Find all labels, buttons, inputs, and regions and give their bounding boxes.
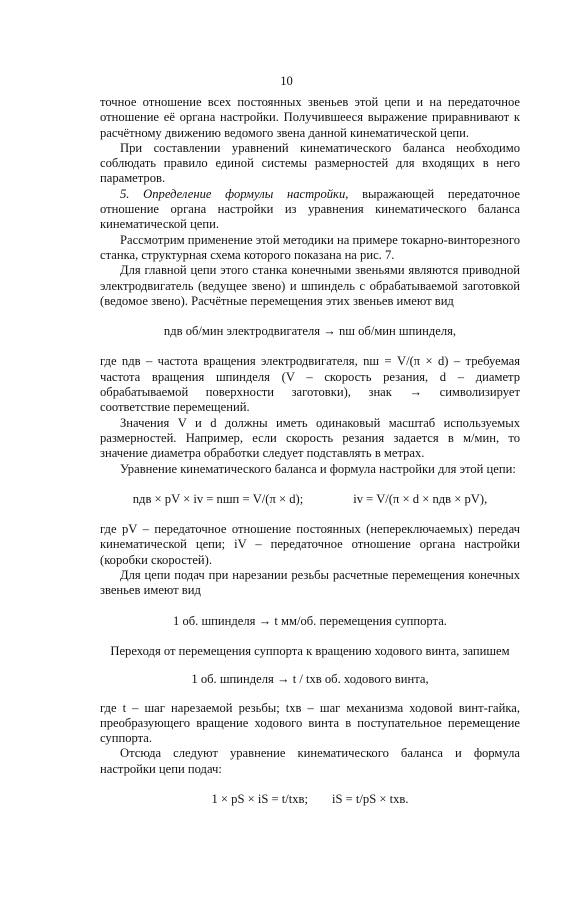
equation-motion-main: nдв об/мин электродвигателя → nш об/мин шпинделя, xyxy=(163,324,457,339)
paragraph: Уравнение кинематического баланса и формула настройки для этой цепи: xyxy=(120,461,516,476)
transition-text: Переходя от перемещения суппорта к вращению ходового винта, запишем xyxy=(110,643,510,658)
step-heading-text: , выражающей передаточное отношение органа настройки из уравнения кинематического баланса кинематической цепи. xyxy=(100,186,520,232)
paragraph: Рассмотрим применение этой методики на примере токарно-винторезного станка, структурная схема которого показана на рис. 7. xyxy=(100,232,520,262)
equation-part: nдв × pV × iv = nшп = V/(π × d); xyxy=(132,491,304,506)
equation-part: 1 × pS × iS = t/tхв; xyxy=(211,791,309,806)
body-text xyxy=(100,95,520,822)
paragraph: где pV – передаточное отношение постоянных (непереключаемых) передач кинематической цепи; iV – передаточное отношение органа настройки (коробки скоростей). xyxy=(100,522,520,567)
equation-motion-screw: 1 об. шпинделя → t / tхв об. ходового винта, xyxy=(191,672,429,687)
page-number: 10 xyxy=(280,74,293,88)
equation-balance-feed xyxy=(100,792,520,807)
paragraph: Для главной цепи этого станка конечными звеньями являются приводной электродвигатель (ведущее звено) и шпиндель с обрабатываемой заготовкой (ведомое звено). Расчётные перемещения этих звеньев имеют вид xyxy=(100,263,520,308)
paragraph: Значения V и d должны иметь одинаковый масштаб используемых размерностей. Например, если скорость резания задается в м/мин, то значение диаметра обработки следует подставлять в метрах. xyxy=(100,415,520,461)
equation-part: iv = V/(π × d × nдв × pV), xyxy=(353,491,488,506)
equation-balance-main xyxy=(100,492,520,507)
paragraph: Отсюда следуют уравнение кинематического баланса и формула настройки цепи подач: xyxy=(100,746,520,776)
paragraph: где nдв – частота вращения электродвигателя, nш = V/(π × d) – требуемая частота вращения шпинделя (V – скорость резания, d – диаметр обрабатываемой поверхности заготовки), знак → символизирует соответствие перемещений. xyxy=(100,354,520,415)
paragraph: При составлении уравнений кинематического баланса необходимо соблюдать правило единой системы размерностей для входящих в него параметров. xyxy=(100,140,520,186)
equation-motion-feed: 1 об. шпинделя → t мм/об. перемещения суппорта. xyxy=(173,613,447,628)
paragraph: где t – шаг нарезаемой резьбы; tхв – шаг механизма ходовой винт-гайка, преобразующего вращение ходового винта в поступательное перемещение суппорта. xyxy=(100,700,520,746)
paragraph xyxy=(100,187,520,233)
equation-part: iS = t/pS × tхв. xyxy=(332,791,409,806)
paragraph: Для цепи подач при нарезании резьбы расчетные перемещения конечных звеньев имеют вид xyxy=(100,568,520,598)
step-heading: 5. Определение формулы настройки xyxy=(120,186,346,201)
paragraph: точное отношение всех постоянных звеньев этой цепи и на передаточное отношение её органа настройки. Получившееся выражение приравнивают к расчётному движению ведомого звена данной кинематической цепи. xyxy=(100,95,520,140)
